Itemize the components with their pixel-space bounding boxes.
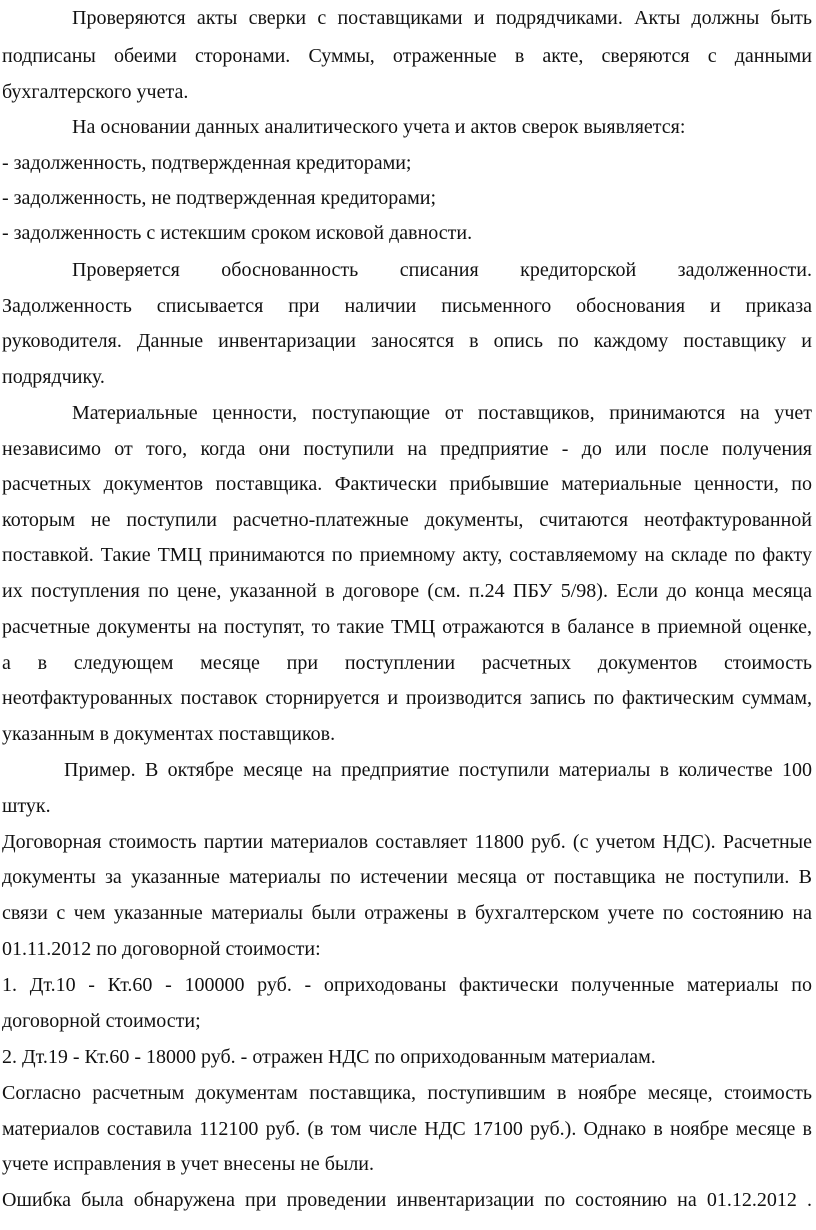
text-line: а в следующем месяце при поступлении расчетных документов стоимость xyxy=(2,652,812,674)
text-line: расчетные документы на поступят, то такие ТМЦ отражаются в балансе в приемной оценке, xyxy=(2,616,812,638)
text-line: связи с чем указанные материалы были отражены в бухгалтерском учете по состоянию на xyxy=(2,902,812,924)
text-line: которым не поступили расчетно-платежные документы, считаются неотфактурованной xyxy=(2,509,812,531)
text-line: учете исправления в учет внесены не были. xyxy=(2,1153,375,1175)
text-line: Договорная стоимость партии материалов составляет 11800 руб. (с учетом НДС). Расчетные xyxy=(2,831,812,853)
text-line: независимо от того, когда они поступили на предприятие - до или после получения xyxy=(2,438,812,460)
text-line: Пример. В октябре месяце на предприятие поступили материалы в количестве 100 xyxy=(64,759,812,781)
list-item: 1. Дт.10 - Кт.60 - 100000 руб. - оприходованы фактически полученные материалы по xyxy=(2,974,812,996)
list-item: - задолженность с истекшим сроком исковой давности. xyxy=(2,222,473,244)
list-item: 2. Дт.19 - Кт.60 - 18000 руб. - отражен НДС по оприходованным материалам. xyxy=(2,1046,656,1068)
text-line: Согласно расчетным документам поставщика, поступившим в ноябре месяце, стоимость xyxy=(2,1082,812,1104)
text-line: Материальные ценности, поступающие от поставщиков, принимаются на учет xyxy=(72,402,812,424)
text-line: неотфактурованных поставок сторнируется и производится запись по фактическим суммам, xyxy=(2,687,812,709)
text-line: Задолженность списывается при наличии письменного обоснования и приказа xyxy=(2,295,812,317)
text-line: материалов составила 112100 руб. (в том числе НДС 17100 руб.). Однако в ноябре месяце в xyxy=(2,1118,812,1140)
list-item: - задолженность, подтвержденная кредиторами; xyxy=(2,152,412,174)
list-item: - задолженность, не подтвержденная кредиторами; xyxy=(2,187,437,209)
text-line: их поступления по цене, указанной в договоре (см. п.24 ПБУ 5/98). Если до конца месяца xyxy=(2,580,812,602)
text-line: 01.11.2012 по договорной стоимости: xyxy=(2,938,321,960)
text-line: подписаны обеими сторонами. Суммы, отраженные в акте, сверяются с данными xyxy=(2,45,812,67)
text-line: указанным в документах поставщиков. xyxy=(2,723,336,745)
text-line: руководителя. Данные инвентаризации заносятся в опись по каждому поставщику и xyxy=(2,330,812,352)
text-line: расчетных документов поставщика. Фактически прибывшие материальные ценности, по xyxy=(2,473,812,495)
text-line: штук. xyxy=(2,795,51,817)
text-line: договорной стоимости; xyxy=(2,1010,201,1032)
text-line: На основании данных аналитического учета и актов сверок выявляется: xyxy=(72,116,686,138)
text-line: Ошибка была обнаружена при проведении инвентаризации по состоянию на 01.12.2012 . xyxy=(2,1189,812,1211)
text-line: документы за указанные материалы по истечении месяца от поставщика не поступили. В xyxy=(2,866,812,888)
text-line: Проверяется обоснованность списания кредиторской задолженности. xyxy=(72,259,812,281)
text-line: бухгалтерского учета. xyxy=(2,81,189,103)
text-line: подрядчику. xyxy=(2,366,105,388)
text-line: поставкой. Такие ТМЦ принимаются по приемному акту, составляемому на складе по факту xyxy=(2,544,812,566)
text-line: Проверяются акты сверки с поставщиками и подрядчиками. Акты должны быть xyxy=(72,7,812,29)
